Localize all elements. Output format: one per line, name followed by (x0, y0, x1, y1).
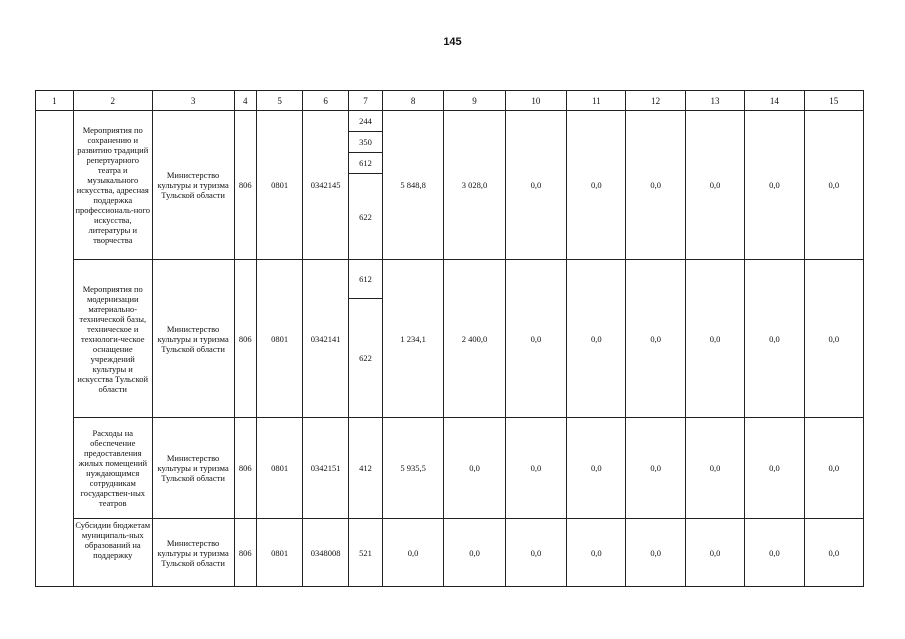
header-cell: 10 (505, 91, 566, 111)
event-name-text: Субсидии бюджетам муниципаль-ных образований на поддержку (75, 519, 151, 560)
value-cell: 0,0 (626, 260, 685, 418)
value-cell: 0,0 (745, 260, 804, 418)
value-cell: 0,0 (567, 260, 626, 418)
value-cell: 0,0 (804, 111, 863, 260)
value-cell: 0,0 (685, 111, 744, 260)
expense-type-cell: 622 (349, 174, 383, 260)
budget-table (35, 90, 864, 587)
grbs-cell: 806 (234, 519, 257, 587)
header-cell: 2 (73, 91, 152, 111)
table-row (36, 111, 864, 132)
header-cell: 15 (804, 91, 863, 111)
value-cell: 0,0 (804, 418, 863, 519)
event-name-cell (73, 519, 152, 587)
value-cell: 0,0 (804, 260, 863, 418)
value-cell: 0,0 (626, 111, 685, 260)
event-name-cell: Мероприятия по сохранению и развитию традиций репертуарного театра и музыкального искусства, адресная поддержка профессиональ-ного искусства, литературы и творчества (73, 111, 152, 260)
ministry-cell: Министерство культуры и туризма Тульской области (152, 111, 234, 260)
table-row (36, 519, 864, 587)
value-cell: 0,0 (685, 418, 744, 519)
value-cell: 0,0 (567, 519, 626, 587)
table-row (36, 418, 864, 519)
expense-type-cell: 244 (349, 111, 383, 132)
table-header-row (36, 91, 864, 111)
value-cell: 0,0 (505, 260, 566, 418)
value-cell: 0,0 (505, 519, 566, 587)
event-name-cell: Расходы на обеспечение предоставления жилых помещений нуждающимся сотрудникам государствен-ных театров (73, 418, 152, 519)
rzpr-cell: 0801 (257, 111, 303, 260)
rzpr-cell: 0801 (257, 260, 303, 418)
blank-column-cell (36, 111, 74, 587)
header-cell: 6 (303, 91, 349, 111)
header-cell: 8 (382, 91, 443, 111)
header-cell: 3 (152, 91, 234, 111)
header-cell: 4 (234, 91, 257, 111)
expense-type-cell: 521 (349, 519, 383, 587)
header-cell: 5 (257, 91, 303, 111)
value-cell: 0,0 (745, 111, 804, 260)
header-cell: 1 (36, 91, 74, 111)
value-cell: 0,0 (505, 111, 566, 260)
value-cell: 0,0 (626, 519, 685, 587)
value-cell: 0,0 (685, 519, 744, 587)
ministry-cell: Министерство культуры и туризма Тульской области (152, 418, 234, 519)
csr-cell: 0348008 (303, 519, 349, 587)
csr-cell: 0342141 (303, 260, 349, 418)
header-cell: 7 (349, 91, 383, 111)
value-cell: 0,0 (745, 519, 804, 587)
value-cell: 0,0 (745, 418, 804, 519)
value-cell: 0,0 (444, 418, 505, 519)
csr-cell: 0342145 (303, 111, 349, 260)
grbs-cell: 806 (234, 111, 257, 260)
grbs-cell: 806 (234, 260, 257, 418)
expense-type-cell: 612 (349, 153, 383, 174)
expense-type-cell: 612 (349, 260, 383, 299)
header-cell: 12 (626, 91, 685, 111)
header-cell: 14 (745, 91, 804, 111)
header-cell: 9 (444, 91, 505, 111)
expense-type-cell: 350 (349, 132, 383, 153)
value-cell: 0,0 (804, 519, 863, 587)
value-cell: 0,0 (626, 418, 685, 519)
value-cell: 0,0 (382, 519, 443, 587)
ministry-cell: Министерство культуры и туризма Тульской области (152, 260, 234, 418)
event-name-cell: Мероприятия по модернизации материально-технической базы, техническое и технологи-ческое оснащение учреждений культуры и искусства Тульской области (73, 260, 152, 418)
page-number: 145 (443, 36, 462, 48)
value-cell: 5 848,8 (382, 111, 443, 260)
table-row (36, 260, 864, 299)
value-cell: 0,0 (444, 519, 505, 587)
csr-cell: 0342151 (303, 418, 349, 519)
value-cell: 0,0 (567, 418, 626, 519)
header-cell: 11 (567, 91, 626, 111)
value-cell: 3 028,0 (444, 111, 505, 260)
expense-type-cell: 412 (349, 418, 383, 519)
value-cell: 1 234,1 (382, 260, 443, 418)
value-cell: 0,0 (685, 260, 744, 418)
header-cell: 13 (685, 91, 744, 111)
value-cell: 0,0 (505, 418, 566, 519)
ministry-cell: Министерство культуры и туризма Тульской области (152, 519, 234, 587)
value-cell: 5 935,5 (382, 418, 443, 519)
grbs-cell: 806 (234, 418, 257, 519)
value-cell: 0,0 (567, 111, 626, 260)
rzpr-cell: 0801 (257, 519, 303, 587)
rzpr-cell: 0801 (257, 418, 303, 519)
value-cell: 2 400,0 (444, 260, 505, 418)
expense-type-cell: 622 (349, 299, 383, 418)
